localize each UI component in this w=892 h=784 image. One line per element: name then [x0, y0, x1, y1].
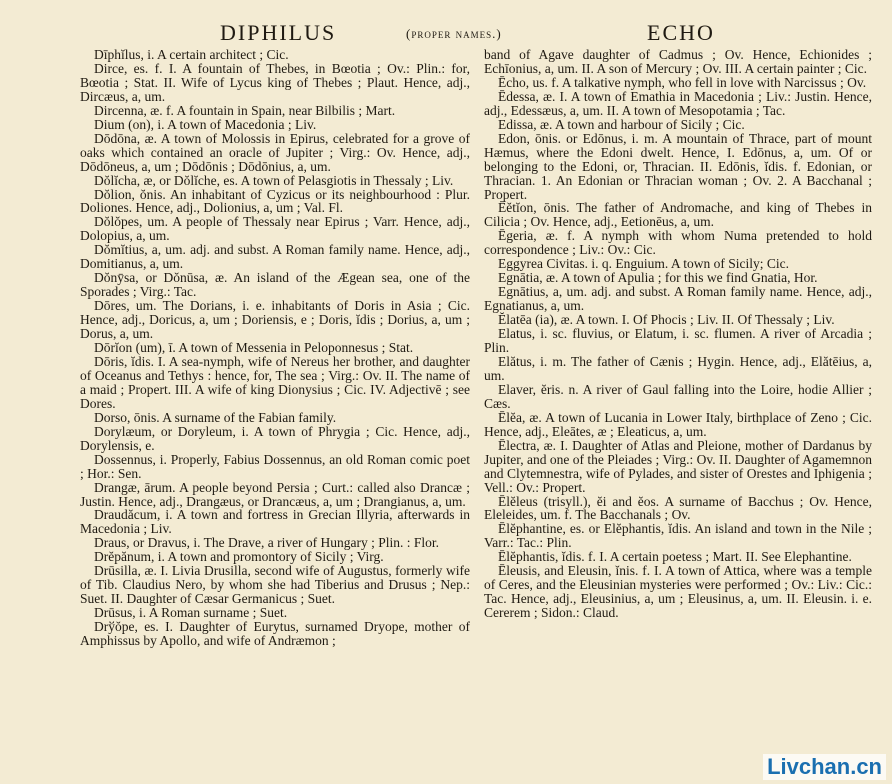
dictionary-entry: Drўŏpe, es. I. Daughter of Eurytus, surnamed Dryope, mother of Amphissus by Apollo, and wife of Andræmon ; — [80, 619, 470, 649]
dictionary-entry: Ĕlatēa (ia), æ. A town. I. Of Phocis ; Liv. II. Of Thessaly ; Liv. — [498, 312, 835, 328]
dictionary-entry: Dīphĭlus, i. A certain architect ; Cic. — [94, 47, 289, 62]
dictionary-entry: Elatus, i. sc. fluvius, or Elatum, i. sc. flumen. A river of Arcadia ; Plin. — [484, 326, 872, 356]
dictionary-entry: Eggyrea Civitas. i. q. Enguium. A town of Sicily; Cic. — [498, 256, 789, 272]
dictionary-entry: Dōris, ĭdis. I. A sea-nymph, wife of Nereus her brother, and daughter of Oceanus and Tethys : hence, for, The sea ; Virg.: Ov. II. The name of a maid ; Propert. III. A wife of king Dionysius ; Cic. IV. Adjectivē ; see Dores. — [80, 353, 470, 411]
running-head-left: DIPHILUS — [220, 20, 337, 45]
dictionary-entry: Edissa, æ. A town and harbour of Sicily ; Cic. — [498, 116, 745, 132]
dictionary-entry: Ēlectra, æ. I. Daughter of Atlas and Pleione, mother of Dardanus by Jupiter, and one of the Pleiades ; Virg.: Ov. II. Daughter of Agamemnon and Clytemnestra, wife of Pylades, and sister of Orestes and Iphigenia ; Vell.: Ov.: Propert. — [484, 437, 872, 495]
dictionary-entry: Dŏmĭtius, a, um. adj. and subst. A Roman family name. Hence, adj., Domitianus, a, um. — [80, 242, 470, 272]
dictionary-entry: Ēlĕphantine, es. or Elĕphantis, ĭdis. An island and town in the Nile ; Varr.: Tac.: Plin. — [484, 521, 872, 551]
dictionary-entry: Ēlĕphantis, ĭdis. f. I. A certain poetess ; Mart. II. See Elephantine. — [498, 549, 852, 565]
right-column — [484, 48, 872, 620]
dictionary-entry: Dirce, es. f. I. A fountain of Thebes, in Bœotia ; Ov.: Plin.: for, Bœotia ; Stat. II. Wife of Lycus king of Thebes ; Plaut. Hence, adj., Dircæus, a, um. — [80, 60, 470, 104]
running-head-middle: (proper names.) — [406, 26, 502, 41]
dictionary-entry: Dŏnȳsa, or Dŏnūsa, æ. An island of the Ægean sea, one of the Sporades ; Virg.: Tac. — [80, 270, 470, 300]
dictionary-entry: Drūsilla, æ. I. Livia Drusilla, second wife of Augustus, formerly wife of Tib. Claudius Nero, by whom she had Tiberius and Drusus ; Nep.: Suet. II. Daughter of Cæsar Germanicus ; Suet. — [80, 563, 470, 607]
dictionary-entry: Dŏlion, ŏnis. An inhabitant of Cyzicus or its neighbourhood : Plur. Doliones. Hence, adj., Dolionius, a, um ; Val. Fl. — [80, 186, 470, 216]
dictionary-entry: Dossennus, i. Properly, Fabius Dossennus, an old Roman comic poet ; Hor.: Sen. — [80, 451, 470, 481]
dictionary-entry: Ēleusis, and Eleusin, ĭnis. f. I. A town of Attica, where was a temple of Ceres, and the Eleusinian mysteries were performed ; Ov.: Liv.: Cic.: Tac. Hence, adj., Eleusinius, a, um ; Eleusinus, a, um. II. Eleusin. i. e. Cererem ; Sidon.: Claud. — [484, 563, 872, 621]
dictionary-entry: Dorso, ōnis. A surname of the Fabian family. — [94, 409, 337, 425]
dictionary-entry: Dircenna, æ. f. A fountain in Spain, near Bilbilis ; Mart. — [94, 102, 396, 118]
dictionary-entry: Draudăcum, i. A town and fortress in Grecian Illyria, afterwards in Macedonia ; Liv. — [80, 507, 470, 537]
left-column — [80, 48, 470, 648]
page-header — [80, 20, 880, 48]
dictionary-entry: Dŏlŏpes, um. A people of Thessaly near Epirus ; Varr. Hence, adj., Dolopius, a, um. — [80, 214, 470, 244]
dictionary-entry: Ēgeria, æ. f. A nymph with whom Numa pretended to hold correspondence ; Liv.: Ov.: Cic. — [484, 228, 872, 258]
dictionary-entry: Ēlĕleus (trisyll.), ĕi and ĕos. A surname of Bacchus ; Ov. Hence, Eleleides, um. f. The Bacchanals ; Ov. — [484, 493, 872, 523]
dictionary-entry: Ēcho, us. f. A talkative nymph, who fell in love with Narcissus ; Ov. — [498, 74, 867, 90]
dictionary-entry: Dōdōna, æ. A town of Molossis in Epirus, celebrated for a grove of oaks which contained an oracle of Jupiter ; Virg.: Ov. Hence, adj., Dōdōneus, a, um ; Dōdōnis ; Dōdōnius, a, um. — [80, 130, 470, 174]
dictionary-entry: Edon, ōnis. or Edōnus, i. m. A mountain of Thrace, part of mount Hæmus, where the Edoni dwelt. Hence, I. Edōnus, a, um. Of or belonging to the Edoni, or, Thracian. II. Edōnis, ĭdis. f. Edonian, or Thracian. 1. An Edonian or Thracian woman ; Ov. 2. A Bacchanal ; Propert. — [484, 130, 872, 202]
dictionary-entry: Elaver, ĕris. n. A river of Gaul falling into the Loire, hodie Allier ; Cæs. — [484, 381, 872, 411]
dictionary-entry: Ēdessa, æ. I. A town of Emathia in Macedonia ; Liv.: Justin. Hence, adj., Edessæus, a, um. II. A town of Mesopotamia ; Tac. — [484, 88, 872, 118]
dictionary-entry: Dōrĭon (um), ī. A town of Messenia in Peloponnesus ; Stat. — [94, 340, 414, 356]
dictionary-entry: Ēĕtĭon, ōnis. The father of Andromache, and king of Thebes in Cilicia ; Ov. Hence, adj., Eetionēus, a, um. — [484, 200, 872, 230]
dictionary-entry: Egnātius, a, um. adj. and subst. A Roman family name. Hence, adj., Egnatianus, a, um. — [484, 284, 872, 314]
dictionary-entry: Dorylæum, or Doryleum, i. A town of Phrygia ; Cic. Hence, adj., Dorylensis, e. — [80, 423, 470, 453]
watermark: Livchan.cn — [763, 754, 886, 780]
dictionary-entry: band of Agave daughter of Cadmus ; Ov. Hence, Echionides ; Echīonius, a, um. II. A son of Mercury ; Ov. III. A certain painter ; Cic. — [484, 47, 872, 76]
dictionary-entry: Ēlĕa, æ. A town of Lucania in Lower Italy, birthplace of Zeno ; Cic. Hence, adj., Eleātes, æ ; Eleaticus, a, um. — [484, 409, 872, 439]
dictionary-entry: Elătus, i. m. The father of Cænis ; Hygin. Hence, adj., Elătēius, a, um. — [484, 353, 872, 383]
dictionary-entry: Dium (on), i. A town of Macedonia ; Liv. — [94, 116, 317, 132]
dictionary-entry: Drĕpănum, i. A town and promontory of Sicily ; Virg. — [94, 549, 384, 565]
dictionary-entry: Drūsus, i. A Roman surname ; Suet. — [94, 605, 288, 621]
dictionary-entry: Egnātia, æ. A town of Apulia ; for this we find Gnatia, Hor. — [498, 270, 818, 286]
dictionary-entry: Dōres, um. The Dorians, i. e. inhabitants of Doris in Asia ; Cic. Hence, adj., Doricus, a, um ; Doriensis, e ; Doris, ĭdis ; Dorius, a, um ; Dorus, a, um. — [80, 298, 470, 342]
dictionary-entry: Drangæ, ārum. A people beyond Persia ; Curt.: called also Drancæ ; Justin. Hence, adj., Drangæus, or Drancæus, a, um ; Drangianus, a, um. — [80, 479, 470, 509]
dictionary-entry: Draus, or Dravus, i. The Drave, a river of Hungary ; Plin. : Flor. — [94, 535, 440, 551]
dictionary-entry: Dŏlĭcha, æ, or Dŏlĭche, es. A town of Pelasgiotis in Thessaly ; Liv. — [94, 172, 454, 188]
running-head-right: ECHO — [647, 20, 715, 45]
